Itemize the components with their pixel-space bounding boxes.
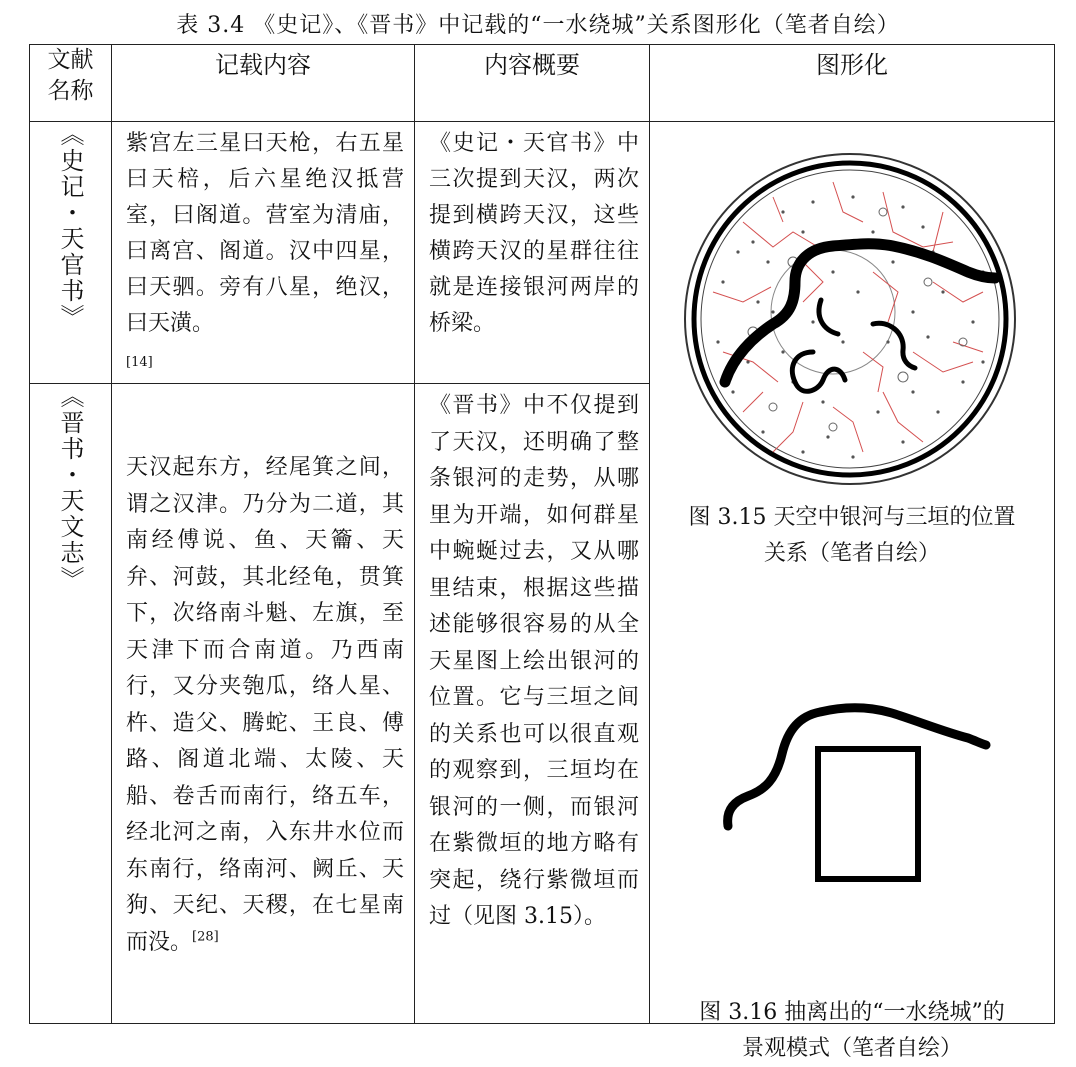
figure-3-15-caption [650, 500, 1054, 572]
header-graphic: 图形化 [650, 45, 1055, 122]
table-caption: 表 3.4 《史记》、《晋书》中记载的“一水绕城”关系图形化（笔者自绘） [176, 13, 900, 38]
record-text-jinshu [112, 446, 414, 961]
star-map-outer-ring [685, 154, 1015, 484]
header-record: 记载内容 [112, 45, 415, 122]
summary-text-jinshu: 《晋书》中不仅提到了天汉，还明确了整条银河的走势，从哪里为开端，如何群星中蜿蜒过去，又从哪里结束，根据这些描述能够很容易的从全天星图上绘出银河的位置。它与三垣之间的关系也可以很直观的观察到，三垣均在银河的一侧，而银河在紫微垣的地方略有突起，绕行紫微垣而过（见图 3.15）。 [429, 393, 639, 929]
graphic-figures [650, 122, 1054, 1061]
summary-cell-jinshu [415, 384, 650, 1024]
literature-cell-jinshu [30, 384, 112, 1024]
figure-3-16-caption [650, 995, 1054, 1067]
record-cell-shiji [112, 122, 415, 384]
comparison-table [29, 44, 1055, 1061]
figure-3-16-caption-line2: 景观模式（笔者自绘） [741, 1036, 962, 1061]
record-body-shiji: 紫宫左三星曰天枪，右五星曰天棓，后六星绝汉抵营室，曰阁道。营室为清庙，曰离宫、阁道。汉中四星，曰天驷。旁有八星，绝汉，曰天潢。 [126, 131, 404, 336]
river-path [728, 708, 986, 826]
record-body-jinshu: 天汉起东方，经尾箕之间，谓之汉津。乃分为二道，其南经傅说、鱼、天籥、天弁、河鼓，其北经龟，贯箕下，次络南斗魁、左旗，至天津下而合南道。乃西南行，又分夹匏瓜，络人星、杵、造父、腾蛇、王良、傅路、阁道北端、太陵、天船、卷舌而南行，络五车，经北河之南，入东井水位而东南行，络南河、阙丘、天狗、天纪、天稷，在七星南而没。 [126, 455, 404, 955]
figure-3-15-caption-line1: 图 3.15 天空中银河与三垣的位置 [688, 505, 1016, 530]
graphic-cell [650, 122, 1055, 1061]
header-summary: 内容概要 [415, 45, 650, 122]
header-literature-label: 文献名称 [47, 47, 94, 104]
summary-cell-shiji [415, 122, 650, 384]
landscape-pattern-figure [710, 694, 1000, 884]
summary-text-shiji: 《史记・天官书》中三次提到天汉，两次提到横跨天汉，这些横跨天汉的星群往往就是连接银河两岸的桥梁。 [429, 131, 639, 336]
literature-title-shiji: 《史记・天官书》 [56, 122, 84, 330]
header-literature [30, 45, 112, 122]
citation-14: [14] [126, 355, 153, 370]
citation-28: [28] [192, 929, 219, 945]
figure-3-15-caption-line2: 关系（笔者自绘） [763, 541, 940, 566]
record-text-shiji [112, 122, 414, 381]
city-block [818, 749, 918, 879]
literature-cell-shiji [30, 122, 112, 384]
star-map-figure [683, 152, 1018, 487]
header-row [30, 45, 1055, 122]
record-cell-jinshu [112, 384, 415, 1024]
table-row [30, 122, 1055, 384]
figure-3-16-caption-line1: 图 3.16 抽离出的“一水绕城”的 [699, 1000, 1005, 1025]
literature-title-jinshu: 《晋书・天文志》 [56, 384, 84, 592]
